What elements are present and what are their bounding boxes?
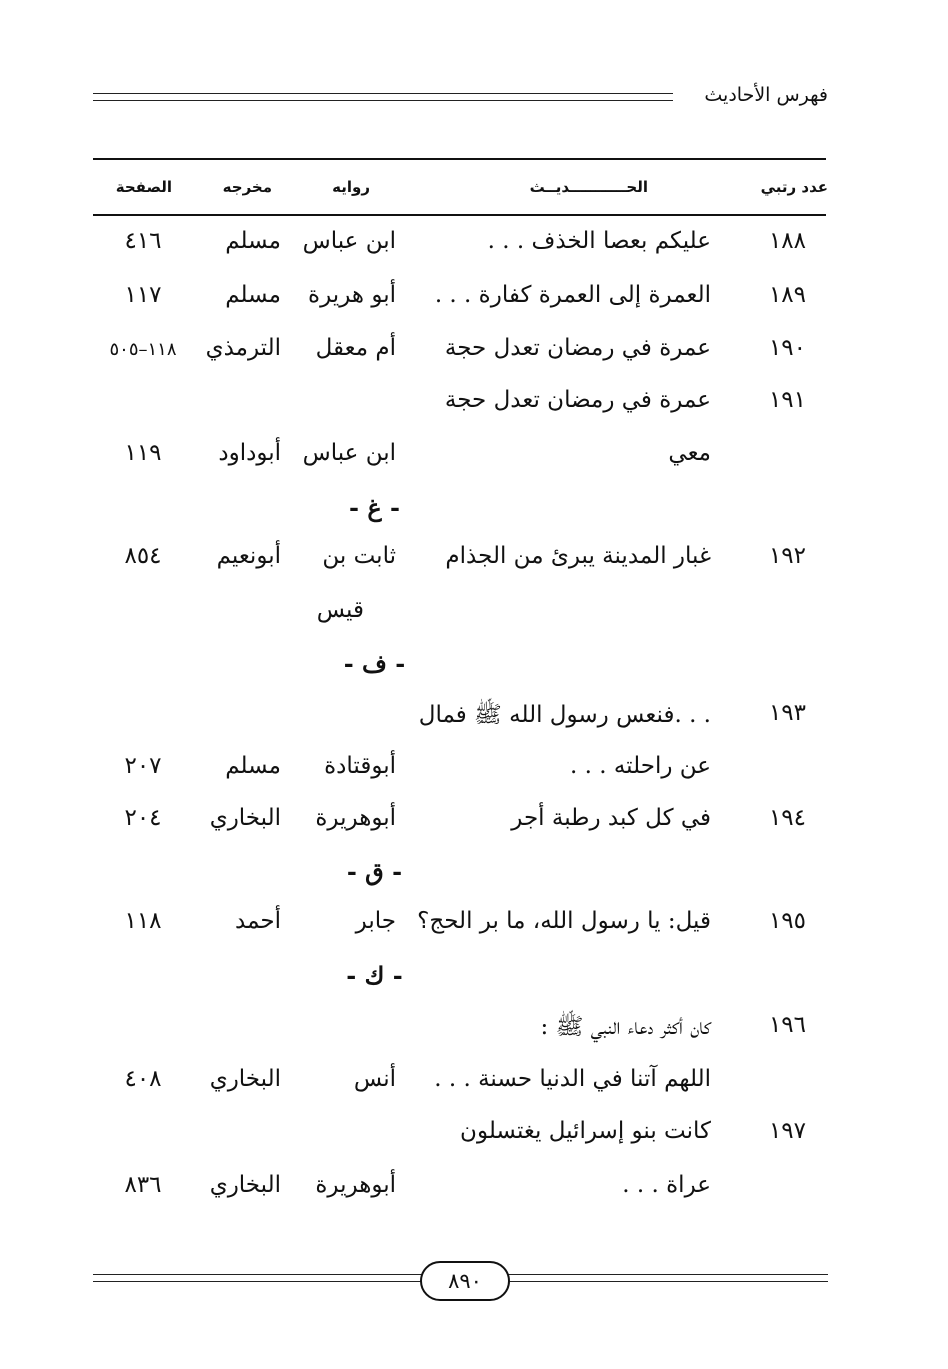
column-header-narrator: روايه: [332, 178, 370, 196]
source: البخاري: [209, 805, 281, 831]
hadith-text: العمرة إلى العمرة كفارة . . .: [434, 282, 711, 308]
table-row: [93, 753, 826, 793]
table-row: [93, 1012, 826, 1052]
page-ref: ٨٣٦: [124, 1172, 162, 1198]
table-row: [93, 387, 826, 427]
page-ref: ١١٨: [124, 908, 162, 934]
source: أبوداود: [218, 440, 281, 466]
row-number: ١٩٧: [768, 1118, 806, 1144]
hadith-text: . . .فنعس رسول الله ﷺ فمال: [418, 702, 711, 728]
table-row: [93, 805, 826, 845]
source: أبونعيم: [216, 543, 281, 569]
hadith-text: غبار المدينة يبرئ من الجذام: [445, 543, 711, 569]
narrator: أنس: [353, 1066, 396, 1092]
page-ref: ٨٥٤: [124, 543, 162, 569]
row-number: ١٨٨: [768, 228, 806, 254]
table-row: [93, 1118, 826, 1158]
narrator: أبو هريرة: [308, 282, 396, 308]
table-row: [93, 543, 826, 583]
page-ref: ٤١٦: [124, 228, 162, 254]
hadith-text: في كل كبد رطبة أجر: [511, 805, 711, 831]
table-row: [93, 908, 826, 948]
narrator: أبوهريرة: [315, 1172, 396, 1198]
row-number: ١٩١: [768, 387, 806, 413]
narrator: أم معقل: [315, 335, 396, 361]
hadith-text: عمرة في رمضان تعدل حجة: [444, 387, 711, 413]
table-row: [93, 1066, 826, 1106]
narrator: ثابت بن: [322, 543, 396, 569]
narrator: ابن عباس: [302, 228, 396, 254]
header-rule: [93, 93, 673, 94]
page-ref: ١١٧: [124, 282, 162, 308]
source: مسلم: [225, 228, 281, 254]
row-number: ١٩٤: [768, 805, 806, 831]
row-number: ١٩٦: [768, 1012, 806, 1038]
source: البخاري: [209, 1172, 281, 1198]
section-letter-text: - غ -: [349, 493, 400, 522]
row-number: ١٩٢: [768, 543, 806, 569]
hadith-text: كانت بنو إسرائيل يغتسلون: [460, 1118, 711, 1144]
table-row: [93, 228, 826, 268]
column-header-page: الصفحة: [115, 178, 172, 196]
table-header-rule: [93, 214, 826, 216]
table-row: [93, 440, 826, 480]
narrator: أبوقتادة: [324, 753, 396, 779]
section-letter: [93, 961, 826, 990]
section-letter-text: - ك -: [346, 961, 403, 990]
source: مسلم: [225, 753, 281, 779]
table-row: [93, 597, 826, 637]
page-number: ٨٩٠: [420, 1261, 510, 1301]
header-rule: [93, 100, 673, 101]
section-letter: [93, 857, 826, 886]
row-number: ١٨٩: [768, 282, 806, 308]
source: الترمذي: [205, 335, 281, 361]
column-header-source: مخرجه: [222, 178, 272, 196]
hadith-text: معي: [668, 440, 711, 466]
hadith-text: عن راحلته . . .: [569, 753, 711, 779]
section-letter-text: - ف -: [343, 649, 406, 678]
table-row: [93, 700, 826, 740]
table-row: [93, 282, 826, 322]
column-header-number: عدد رتبي: [760, 178, 828, 196]
hadith-text: اللهم آتنا في الدنيا حسنة . . .: [434, 1066, 711, 1092]
hadith-text: كان أكثر دعاء النبي ﷺ :: [540, 1014, 711, 1040]
source: البخاري: [209, 1066, 281, 1092]
table-top-rule: [93, 158, 826, 160]
section-letter-text: - ق -: [346, 857, 403, 886]
table-row: [93, 1172, 826, 1212]
page-ref: ٢٠٤: [124, 805, 162, 831]
page-ref: ٤٠٨: [124, 1066, 162, 1092]
hadith-text: عراة . . .: [622, 1172, 711, 1198]
source: أحمد: [235, 908, 281, 934]
hadith-text: قيل: يا رسول الله، ما بر الحج؟: [417, 908, 711, 934]
section-letter: [93, 649, 826, 678]
narrator: ابن عباس: [302, 440, 396, 466]
column-header-hadith: الحـــــــــــديــث: [529, 178, 648, 196]
page-ref: ١١٩: [124, 440, 162, 466]
hadith-text: عليكم بعصا الخذف . . .: [487, 228, 711, 254]
narrator: جابر: [355, 908, 396, 934]
table-row: [93, 335, 826, 375]
page-header-title: فهرس الأحاديث: [704, 84, 828, 106]
row-number: ١٩٠: [768, 335, 806, 361]
hadith-text: عمرة في رمضان تعدل حجة: [444, 335, 711, 361]
source: مسلم: [225, 282, 281, 308]
narrator: أبوهريرة: [315, 805, 396, 831]
page-ref: ١١٨–٥٠٥: [109, 339, 177, 360]
section-letter: [93, 493, 826, 522]
narrator: قيس: [316, 597, 364, 623]
page-ref: ٢٠٧: [124, 753, 162, 779]
row-number: ١٩٥: [768, 908, 806, 934]
row-number: ١٩٣: [768, 700, 806, 726]
